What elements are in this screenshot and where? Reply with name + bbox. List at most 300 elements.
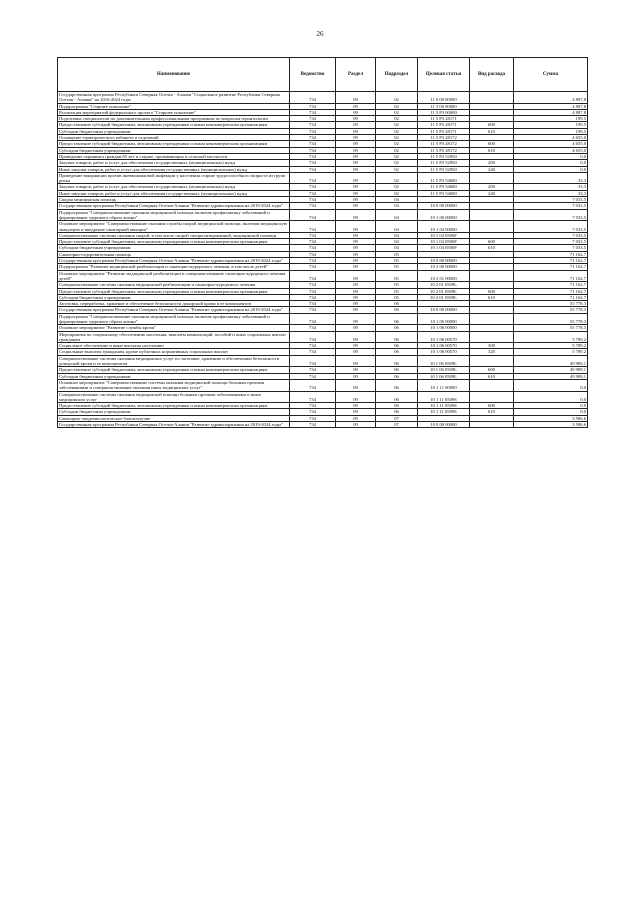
cell-sum: 71 162,7 — [514, 264, 588, 270]
cell-cs: 11 5 P3 52950 — [418, 153, 470, 159]
cell-cs: 11 5 P3 28171 — [418, 116, 470, 122]
cell-podr: 06 — [376, 379, 418, 391]
cell-vr: 600 — [470, 122, 514, 128]
cell-name: Субсидии бюджетным учреждениям — [58, 245, 290, 251]
cell-sum: 7 033,5 — [514, 209, 588, 221]
cell-sum: 7 033,5 — [514, 221, 588, 233]
cell-razd: 09 — [336, 190, 376, 196]
cell-vr: 600 — [470, 239, 514, 245]
cell-sum: 199,5 — [514, 128, 588, 134]
cell-cs: 11 5 P3 28171 — [418, 128, 470, 134]
cell-ved: 734 — [290, 270, 336, 282]
cell-name: Проведение вакцинации против пневмококковой инфекции у населения старше трудоспособного возраста из групп риска — [58, 172, 290, 184]
page-number: 26 — [316, 30, 324, 38]
cell-razd: 09 — [336, 349, 376, 355]
cell-podr: 07 — [376, 422, 418, 428]
cell-podr: 06 — [376, 403, 418, 409]
cell-podr: 02 — [376, 109, 418, 115]
cell-name: Подготовка специалистов по дополнительным профессиональным программам по вопросам геронтологии — [58, 116, 290, 122]
cell-sum: 71 162,7 — [514, 270, 588, 282]
cell-sum: 33,3 — [514, 184, 588, 190]
cell-ved: 734 — [290, 128, 336, 134]
cell-vr: 600 — [470, 141, 514, 147]
cell-name: Иные закупки товаров, работ и услуг для обеспечения государственных (муниципальных) нужд — [58, 166, 290, 172]
cell-name: Предоставление субсидий бюджетным, автономным учреждениям и иным некоммерческим организациям — [58, 367, 290, 373]
cell-vr — [470, 209, 514, 221]
cell-razd: 09 — [336, 128, 376, 134]
cell-ved: 734 — [290, 239, 336, 245]
cell-name: Государственная программа Республики Северная Осетия-Алания "Развитие здравоохранения на 2019-2024 годы" — [58, 307, 290, 313]
cell-sum: 0,0 — [514, 391, 588, 403]
cell-ved: 734 — [290, 288, 336, 294]
cell-ved: 734 — [290, 197, 336, 203]
cell-vr: 610 — [470, 245, 514, 251]
cell-podr: 06 — [376, 349, 418, 355]
cell-razd: 09 — [336, 409, 376, 415]
cell-sum: 55 778,3 — [514, 313, 588, 325]
cell-ved: 734 — [290, 109, 336, 115]
cell-ved: 734 — [290, 422, 336, 428]
cell-podr: 06 — [376, 343, 418, 349]
cell-razd: 09 — [336, 221, 376, 233]
cell-sum: 4 655,0 — [514, 141, 588, 147]
cell-sum: 4 655,0 — [514, 147, 588, 153]
cell-name: Предоставление субсидий бюджетным, автономным учреждениям и иным некоммерческим организациям — [58, 239, 290, 245]
cell-razd: 09 — [336, 103, 376, 109]
cell-cs: 11 5 P3 28171 — [418, 122, 470, 128]
cell-ved: 734 — [290, 373, 336, 379]
cell-podr: 02 — [376, 172, 418, 184]
cell-vr — [470, 172, 514, 184]
table-row — [58, 92, 588, 104]
cell-name: Подпрограмма "Совершенствование оказания медицинской помощи, включая профилактику заболеваний и формирование здорового образа жизни" — [58, 209, 290, 221]
cell-ved: 734 — [290, 415, 336, 421]
cell-name: Совершенствование системы оказания медицинских услуг по заготовке, хранению и обеспечению безопасности донорской крови и ее компонентов — [58, 355, 290, 367]
cell-cs: 10 2 01 0509L — [418, 282, 470, 288]
table-body — [58, 92, 588, 428]
cell-name: Субсидии бюджетным учреждениям — [58, 409, 290, 415]
cell-cs: 10 1 06 0509L — [418, 367, 470, 373]
cell-cs: 10 1 06 00000 — [418, 325, 470, 331]
cell-sum: 4 887,8 — [514, 103, 588, 109]
cell-cs: 10 1 00 00000 — [418, 313, 470, 325]
cell-razd: 09 — [336, 301, 376, 307]
cell-cs: 10 2 01 0509L — [418, 288, 470, 294]
cell-vr: 600 — [470, 288, 514, 294]
cell-ved: 734 — [290, 190, 336, 196]
cell-name: Подпрограмма "Совершенствование оказания медицинской помощи, включая профилактику заболеваний и формирование здорового образа жизни" — [58, 313, 290, 325]
cell-sum: 7 033,5 — [514, 203, 588, 209]
cell-cs: 10 2 00 00000 — [418, 264, 470, 270]
cell-ved: 734 — [290, 232, 336, 238]
cell-sum: 49 989,1 — [514, 355, 588, 367]
cell-podr: 05 — [376, 288, 418, 294]
cell-vr: 320 — [470, 349, 514, 355]
cell-ved: 734 — [290, 307, 336, 313]
cell-cs: 10 2 01 0509L — [418, 294, 470, 300]
cell-razd: 09 — [336, 147, 376, 153]
cell-name: Реализация мероприятий федерального проекта "Старшее поколение" — [58, 109, 290, 115]
cell-razd: 09 — [336, 166, 376, 172]
cell-vr: 610 — [470, 373, 514, 379]
cell-ved: 734 — [290, 294, 336, 300]
cell-podr: 06 — [376, 355, 418, 367]
cell-podr: 02 — [376, 153, 418, 159]
cell-cs: 11 5 00 00000 — [418, 103, 470, 109]
cell-sum: 4 655,0 — [514, 135, 588, 141]
cell-sum: 5 789,2 — [514, 331, 588, 343]
cell-cs: 11 5 P3 54680 — [418, 190, 470, 196]
cell-sum: 55 778,3 — [514, 307, 588, 313]
cell-razd: 09 — [336, 403, 376, 409]
cell-podr: 06 — [376, 409, 418, 415]
cell-name: Субсидии бюджетным учреждениям — [58, 294, 290, 300]
cell-razd: 09 — [336, 160, 376, 166]
cell-cs: 11 5 P3 28172 — [418, 141, 470, 147]
cell-sum: 55 778,3 — [514, 301, 588, 307]
cell-cs: 11 0 00 00000 — [418, 92, 470, 104]
cell-podr: 04 — [376, 203, 418, 209]
cell-podr: 02 — [376, 166, 418, 172]
cell-sum: 0,0 — [514, 153, 588, 159]
cell-vr — [470, 270, 514, 282]
cell-razd: 09 — [336, 373, 376, 379]
cell-razd: 09 — [336, 355, 376, 367]
cell-cs: 10 1 11 0509S — [418, 409, 470, 415]
cell-sum: 7 033,5 — [514, 239, 588, 245]
cell-vr: 240 — [470, 166, 514, 172]
cell-razd: 09 — [336, 92, 376, 104]
cell-vr: 600 — [470, 367, 514, 373]
cell-podr: 02 — [376, 190, 418, 196]
cell-name: Основное мероприятие "Развитие медицинской реабилитации и совершенствование санаторно-курортного лечения детей" — [58, 270, 290, 282]
cell-cs: 10 1 06 0509L — [418, 355, 470, 367]
cell-razd: 09 — [336, 325, 376, 331]
table-row — [58, 379, 588, 391]
table-row — [58, 331, 588, 343]
cell-sum: 0,0 — [514, 166, 588, 172]
cell-sum: 5 789,2 — [514, 349, 588, 355]
cell-razd: 09 — [336, 331, 376, 343]
cell-name: Санаторно-оздоровительная помощь — [58, 251, 290, 257]
cell-razd: 09 — [336, 264, 376, 270]
cell-vr: 610 — [470, 128, 514, 134]
cell-vr — [470, 313, 514, 325]
cell-sum: 49 989,1 — [514, 367, 588, 373]
cell-podr: 06 — [376, 367, 418, 373]
cell-podr: 02 — [376, 116, 418, 122]
cell-podr: 02 — [376, 128, 418, 134]
table-row — [58, 355, 588, 367]
cell-ved: 734 — [290, 147, 336, 153]
cell-sum: 71 162,7 — [514, 251, 588, 257]
cell-ved: 734 — [290, 172, 336, 184]
cell-cs: 11 5 P3 52950 — [418, 166, 470, 172]
cell-ved: 734 — [290, 313, 336, 325]
cell-vr: 610 — [470, 147, 514, 153]
cell-cs: 11 5 P3 00000 — [418, 109, 470, 115]
cell-razd: 09 — [336, 391, 376, 403]
cell-razd: 09 — [336, 313, 376, 325]
cell-razd: 09 — [336, 270, 376, 282]
cell-vr — [470, 331, 514, 343]
cell-ved: 734 — [290, 264, 336, 270]
table-row — [58, 391, 588, 403]
cell-sum: 199,5 — [514, 116, 588, 122]
cell-razd: 09 — [336, 422, 376, 428]
cell-vr — [470, 355, 514, 367]
cell-vr: 200 — [470, 184, 514, 190]
cell-razd: 09 — [336, 172, 376, 184]
cell-razd: 09 — [336, 245, 376, 251]
cell-podr: 04 — [376, 239, 418, 245]
cell-sum: 71 162,7 — [514, 258, 588, 264]
cell-name: Государственная программа Республики Северная Осетия-Алания "Развитие здравоохранения на 2019-2024 годы" — [58, 258, 290, 264]
cell-ved: 734 — [290, 409, 336, 415]
cell-cs: 11 5 P3 52950 — [418, 160, 470, 166]
cell-podr: 06 — [376, 331, 418, 343]
cell-sum: 0,0 — [514, 379, 588, 391]
cell-cs: 10 1 06 00570 — [418, 331, 470, 343]
cell-ved: 734 — [290, 403, 336, 409]
cell-razd: 09 — [336, 109, 376, 115]
cell-razd: 09 — [336, 239, 376, 245]
cell-sum: 3 586,6 — [514, 415, 588, 421]
cell-sum: 71 162,7 — [514, 282, 588, 288]
cell-ved: 734 — [290, 379, 336, 391]
col-header-ved: Ведомство — [290, 58, 336, 92]
cell-cs: 10 1 06 00570 — [418, 343, 470, 349]
cell-ved: 734 — [290, 166, 336, 172]
cell-sum: 7 033,5 — [514, 245, 588, 251]
cell-name: Совершенствование системы оказания медицинской помощи больным прочими заболеваниями и иных медицинских услуг — [58, 391, 290, 403]
cell-cs: 10 1 06 00570 — [418, 349, 470, 355]
cell-razd: 09 — [336, 197, 376, 203]
cell-name: Предоставление субсидий бюджетным, автономным учреждениям и иным некоммерческим организациям — [58, 141, 290, 147]
cell-cs: 11 5 P3 54680 — [418, 172, 470, 184]
cell-name: Предоставление субсидий бюджетным, автономным учреждениям и иным некоммерческим организациям — [58, 122, 290, 128]
cell-sum: 5 789,2 — [514, 343, 588, 349]
cell-podr: 06 — [376, 391, 418, 403]
budget-table — [57, 57, 588, 428]
cell-podr: 02 — [376, 160, 418, 166]
cell-razd: 09 — [336, 379, 376, 391]
cell-ved: 734 — [290, 92, 336, 104]
cell-ved: 734 — [290, 135, 336, 141]
cell-name: Оснащение гериатрического кабинета и отделений — [58, 135, 290, 141]
cell-cs: 11 5 P3 28172 — [418, 147, 470, 153]
cell-sum: 0,0 — [514, 160, 588, 166]
cell-name: Мероприятия по социальному обеспечению населения, выплаты компенсаций, пособий и иных социальных выплат гражданам — [58, 331, 290, 343]
cell-ved: 734 — [290, 367, 336, 373]
table-row — [58, 209, 588, 221]
cell-razd: 09 — [336, 153, 376, 159]
cell-ved: 734 — [290, 203, 336, 209]
cell-sum: 7 033,5 — [514, 232, 588, 238]
cell-podr: 05 — [376, 294, 418, 300]
col-header-name: Наименование — [58, 58, 290, 92]
cell-podr: 07 — [376, 415, 418, 421]
col-header-cs: Целевая статья — [418, 58, 470, 92]
cell-cs: 10 1 11 00000 — [418, 379, 470, 391]
cell-podr: 02 — [376, 103, 418, 109]
cell-cs: 10 1 11 0509S — [418, 403, 470, 409]
cell-razd: 09 — [336, 135, 376, 141]
cell-sum: 71 162,7 — [514, 288, 588, 294]
cell-razd: 09 — [336, 203, 376, 209]
cell-sum: 199,5 — [514, 122, 588, 128]
cell-razd: 09 — [336, 116, 376, 122]
cell-name: Закупка товаров, работ и услуг для обеспечения государственных (муниципальных) нужд — [58, 184, 290, 190]
cell-cs: 10 2 01 00000 — [418, 270, 470, 282]
cell-razd: 09 — [336, 141, 376, 147]
cell-podr: 05 — [376, 282, 418, 288]
cell-podr: 02 — [376, 92, 418, 104]
cell-name: Основное мероприятие "Развитие службы крови" — [58, 325, 290, 331]
cell-cs: 11 5 P3 28172 — [418, 135, 470, 141]
cell-name: Социальные выплаты гражданам, кроме публичных нормативных социальных выплат — [58, 349, 290, 355]
cell-vr — [470, 422, 514, 428]
cell-vr — [470, 221, 514, 233]
cell-podr: 06 — [376, 301, 418, 307]
cell-ved: 734 — [290, 355, 336, 367]
cell-name: Заготовка, переработка, хранение и обеспечение безопасности донорской крови и ее компонентов — [58, 301, 290, 307]
table-row — [58, 172, 588, 184]
cell-sum: 55 778,3 — [514, 325, 588, 331]
cell-cs: 10 1 00 00000 — [418, 209, 470, 221]
cell-sum: 4 887,8 — [514, 109, 588, 115]
cell-name: Государственная программа Республики Северная Осетия-Алания "Развитие здравоохранения на 2019-2024 годы" — [58, 203, 290, 209]
cell-vr: 240 — [470, 190, 514, 196]
cell-vr: 200 — [470, 160, 514, 166]
cell-name: Совершенствование системы оказания скорой, в том числе скорой специализированной, медицинской помощи — [58, 232, 290, 238]
cell-vr: 300 — [470, 343, 514, 349]
cell-name: Совершенствование системы оказания медицинской реабилитации и санаторно-курортного лечения — [58, 282, 290, 288]
cell-vr: 600 — [470, 403, 514, 409]
cell-podr: 02 — [376, 147, 418, 153]
cell-razd: 09 — [336, 209, 376, 221]
cell-podr: 04 — [376, 209, 418, 221]
cell-ved: 734 — [290, 116, 336, 122]
cell-ved: 734 — [290, 282, 336, 288]
cell-podr: 06 — [376, 307, 418, 313]
cell-cs: 11 5 P3 54680 — [418, 184, 470, 190]
cell-razd: 09 — [336, 232, 376, 238]
cell-podr: 04 — [376, 221, 418, 233]
cell-ved: 734 — [290, 325, 336, 331]
cell-razd: 09 — [336, 367, 376, 373]
cell-sum: 49 989,1 — [514, 373, 588, 379]
cell-name: Субсидии бюджетным учреждениям — [58, 373, 290, 379]
cell-razd: 09 — [336, 343, 376, 349]
cell-podr: 06 — [376, 313, 418, 325]
cell-sum: 3 586,6 — [514, 422, 588, 428]
cell-sum: 0,0 — [514, 403, 588, 409]
cell-name: Подпрограмма "Развитие медицинской реабилитации и санаторно-курортного лечения, в том числе детей" — [58, 264, 290, 270]
cell-ved: 734 — [290, 331, 336, 343]
cell-name: Субсидии бюджетным учреждениям — [58, 128, 290, 134]
cell-podr: 06 — [376, 373, 418, 379]
cell-cs: 10 0 00 00000 — [418, 258, 470, 264]
cell-ved: 734 — [290, 221, 336, 233]
cell-ved: 734 — [290, 343, 336, 349]
cell-razd: 09 — [336, 258, 376, 264]
cell-cs: 10 1 06 0509L — [418, 373, 470, 379]
cell-sum: 33,3 — [514, 190, 588, 196]
cell-podr: 04 — [376, 197, 418, 203]
cell-cs: 10 1 04 0506F — [418, 245, 470, 251]
col-header-vr: Вид расхода — [470, 58, 514, 92]
cell-podr: 02 — [376, 135, 418, 141]
cell-razd: 09 — [336, 288, 376, 294]
col-header-razd: Раздел — [336, 58, 376, 92]
cell-podr: 02 — [376, 122, 418, 128]
cell-ved: 734 — [290, 122, 336, 128]
cell-name: Государственная программа Республики Северная Осетия - Алания "Социальное развитие Республики Северная Осетия - Алания" на 2016-2024 годы — [58, 92, 290, 104]
table-row — [58, 422, 588, 428]
cell-razd: 09 — [336, 307, 376, 313]
table-header-row — [58, 58, 588, 92]
cell-vr — [470, 92, 514, 104]
cell-vr: 610 — [470, 294, 514, 300]
cell-podr: 05 — [376, 251, 418, 257]
cell-ved: 734 — [290, 349, 336, 355]
cell-name: Предоставление субсидий бюджетным, автономным учреждениям и иным некоммерческим организациям — [58, 403, 290, 409]
cell-razd: 09 — [336, 415, 376, 421]
cell-razd: 09 — [336, 122, 376, 128]
cell-ved: 734 — [290, 141, 336, 147]
cell-sum: 4 887,8 — [514, 92, 588, 104]
cell-podr: 04 — [376, 245, 418, 251]
cell-cs: 10 1 11 0509S — [418, 391, 470, 403]
col-header-podr: Подраздел — [376, 58, 418, 92]
table-row — [58, 221, 588, 233]
table-row — [58, 270, 588, 282]
table-row — [58, 313, 588, 325]
cell-sum: 33,3 — [514, 172, 588, 184]
cell-podr: 02 — [376, 141, 418, 147]
cell-name: Санитарно-эпидемиологическое благополучие — [58, 415, 290, 421]
cell-cs: 10 1 04 0506F — [418, 239, 470, 245]
cell-podr: 04 — [376, 232, 418, 238]
cell-cs: 10 0 00 00000 — [418, 422, 470, 428]
cell-name: Скорая медицинская помощь — [58, 197, 290, 203]
cell-razd: 09 — [336, 282, 376, 288]
cell-name: Социальное обеспечение и иные выплаты населению — [58, 343, 290, 349]
cell-name: Закупка товаров, работ и услуг для обеспечения государственных (муниципальных) нужд — [58, 160, 290, 166]
cell-ved: 734 — [290, 391, 336, 403]
cell-ved: 734 — [290, 184, 336, 190]
cell-sum: 71 162,7 — [514, 294, 588, 300]
cell-cs: 10 0 00 00000 — [418, 203, 470, 209]
cell-podr: 05 — [376, 270, 418, 282]
cell-vr: 610 — [470, 409, 514, 415]
cell-cs: 10 0 00 00000 — [418, 307, 470, 313]
cell-razd: 09 — [336, 294, 376, 300]
cell-ved: 734 — [290, 258, 336, 264]
col-header-sum: Сумма — [514, 58, 588, 92]
cell-razd: 09 — [336, 251, 376, 257]
cell-podr: 05 — [376, 258, 418, 264]
cell-ved: 734 — [290, 301, 336, 307]
cell-name: Основное мероприятие "Совершенствование оказания службы скорой медицинской помощи, включая медицинскую эвакуацию и внедрение санитарной авиации" — [58, 221, 290, 233]
cell-vr — [470, 391, 514, 403]
cell-cs: 10 1 04 00000 — [418, 221, 470, 233]
cell-podr: 05 — [376, 264, 418, 270]
cell-ved: 734 — [290, 153, 336, 159]
cell-ved: 734 — [290, 209, 336, 221]
cell-sum: 0,0 — [514, 409, 588, 415]
